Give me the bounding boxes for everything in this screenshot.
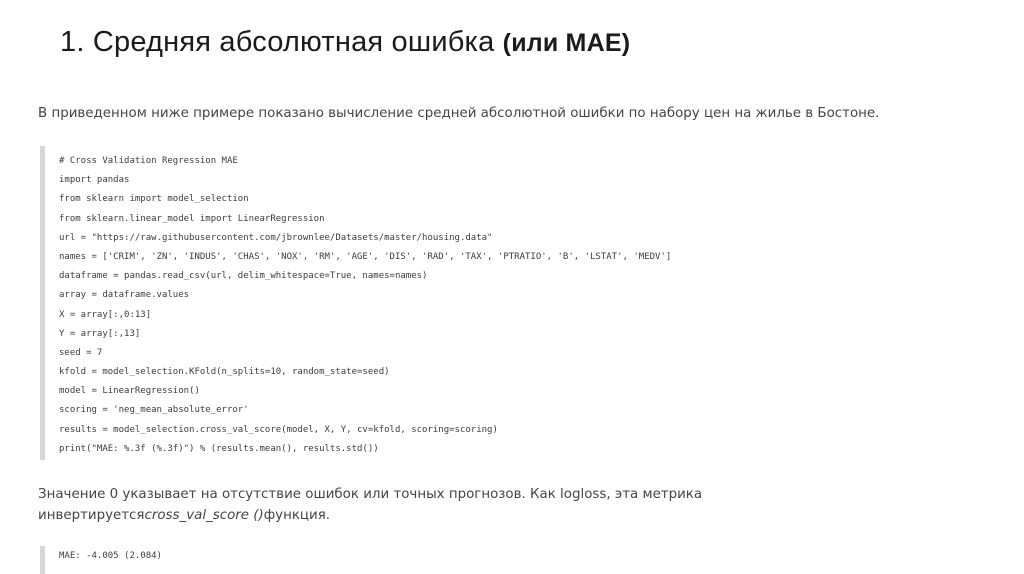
code-line: print("MAE: %.3f (%.3f)") % (results.mean(), results.std()) xyxy=(59,443,379,454)
output-line: MAE: -4.005 (2.084) xyxy=(59,551,162,561)
explanation-paragraph xyxy=(38,484,738,526)
paragraph-line-2 xyxy=(38,505,738,526)
code-line: array = dataframe.values xyxy=(59,290,190,301)
paragraph-line-1: Значение 0 указывает на отсутствие ошибок или точных прогнозов. Как logloss, эта метрика xyxy=(38,487,703,502)
slide-title xyxy=(60,26,630,59)
code-line: Y = array[:,13] xyxy=(59,328,141,339)
code-line: kfold = model_selection.KFold(n_splits=10, random_state=seed) xyxy=(59,367,390,378)
code-lines xyxy=(59,152,671,459)
code-line: from sklearn.linear_model import LinearRegression xyxy=(59,213,325,224)
code-block xyxy=(40,146,805,460)
code-line: from sklearn import model_selection xyxy=(59,194,249,205)
code-line: dataframe = pandas.read_csv(url, delim_whitespace=True, names=names) xyxy=(59,271,428,282)
code-line: names = ['CRIM', 'ZN', 'INDUS', 'CHAS', 'NOX', 'RM', 'AGE', 'DIS', 'RAD', 'TAX', 'PTRATIO', 'B', 'LSTAT', 'MEDV'] xyxy=(59,251,672,262)
code-line: model = LinearRegression() xyxy=(59,386,200,397)
code-line: results = model_selection.cross_val_score(model, X, Y, cv=kfold, scoring=scoring) xyxy=(59,424,498,435)
intro-text: В приведенном ниже примере показано вычисление средней абсолютной ошибки по набору цен на жилье в Бостоне. xyxy=(38,106,880,121)
paragraph-line-2-suffix: функция. xyxy=(263,508,331,523)
code-line: import pandas xyxy=(59,175,130,186)
title-bold: (или MAE) xyxy=(502,29,631,57)
title-main: 1. Средняя абсолютная ошибка xyxy=(60,26,503,58)
code-line: seed = 7 xyxy=(59,347,103,358)
code-line: url = "https://raw.githubusercontent.com/jbrownlee/Datasets/master/housing.data" xyxy=(59,232,493,243)
code-line: scoring = 'neg_mean_absolute_error' xyxy=(59,405,249,416)
output-block xyxy=(40,546,345,574)
paragraph-line-2-prefix: инвертируется xyxy=(38,508,145,523)
function-name: cross_val_score () xyxy=(144,508,264,523)
code-line: X = array[:,0:13] xyxy=(59,309,152,320)
code-line: # Cross Validation Regression MAE xyxy=(59,156,238,166)
